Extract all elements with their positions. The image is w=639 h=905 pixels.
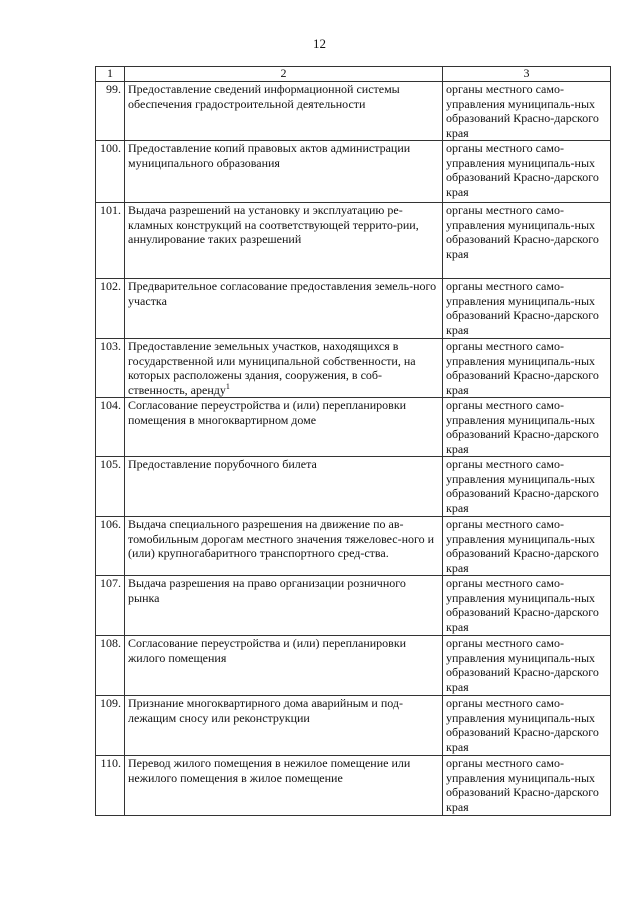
row-number: 103. [96,339,125,398]
header-row [96,67,611,82]
table-row [96,696,611,756]
service-name: Выдача разрешения на право организации розничного рынка [125,576,443,636]
responsible-body: органы местного само-управления муниципаль-ных образований Красно-дарского края [443,279,611,339]
service-name: Признание многоквартирного дома аварийным и под-лежащим сносу или реконструкции [125,696,443,756]
table-row [96,756,611,816]
row-number: 105. [96,457,125,517]
table-row [96,339,611,398]
table-row [96,636,611,696]
column-header-2: 2 [125,67,443,82]
responsible-body: органы местного само-управления муниципаль-ных образований Красно-дарского края [443,636,611,696]
responsible-body: органы местного само-управления муниципаль-ных образований Красно-дарского края [443,339,611,398]
service-name [125,339,443,398]
responsible-body: органы местного само-управления муниципаль-ных образований Красно-дарского края [443,141,611,203]
row-number: 104. [96,398,125,457]
services-table [95,66,611,816]
row-number: 110. [96,756,125,816]
service-name: Предварительное согласование предоставления земель-ного участка [125,279,443,339]
responsible-body: органы местного само-управления муниципаль-ных образований Красно-дарского края [443,457,611,517]
responsible-body: органы местного само-управления муниципаль-ных образований Красно-дарского края [443,696,611,756]
table-row [96,398,611,457]
service-name: Выдача специального разрешения на движение по ав-томобильным дорогам местного значения тяжеловес-ного и (или) крупногабаритного транспортного сред-ства. [125,517,443,576]
responsible-body: органы местного само-управления муниципаль-ных образований Красно-дарского края [443,398,611,457]
responsible-body: органы местного само-управления муниципаль-ных образований Красно-дарского края [443,576,611,636]
service-name-text: Предоставление земельных участков, находящихся в государственной или муниципальной собственности, на которых расположены здания, сооружения, в соб-ственность, аренду [128,339,416,397]
service-name: Согласование переустройства и (или) перепланировки помещения в многоквартирном доме [125,398,443,457]
table-row [96,576,611,636]
row-number: 99. [96,82,125,141]
table-row [96,203,611,279]
service-name: Согласование переустройства и (или) перепланировки жилого помещения [125,636,443,696]
responsible-body: органы местного само-управления муниципаль-ных образований Красно-дарского края [443,203,611,279]
service-name: Предоставление сведений информационной системы обеспечения градостроительной деятельности [125,82,443,141]
row-number: 102. [96,279,125,339]
service-name: Выдача разрешений на установку и эксплуатацию ре-кламных конструкций на соответствующей террито-рии, аннулирование таких разрешений [125,203,443,279]
responsible-body: органы местного само-управления муниципаль-ных образований Красно-дарского края [443,82,611,141]
row-number: 109. [96,696,125,756]
table-row [96,82,611,141]
service-name: Предоставление копий правовых актов администрации муниципального образования [125,141,443,203]
row-number: 108. [96,636,125,696]
table-row [96,457,611,517]
row-number: 100. [96,141,125,203]
page-number: 12 [313,36,326,51]
column-header-1: 1 [96,67,125,82]
table-row [96,517,611,576]
footnote-marker: 1 [225,381,230,391]
service-name: Перевод жилого помещения в нежилое помещение или нежилого помещения в жилое помещение [125,756,443,816]
responsible-body: органы местного само-управления муниципаль-ных образований Красно-дарского края [443,517,611,576]
table-row [96,141,611,203]
responsible-body: органы местного само-управления муниципаль-ных образований Красно-дарского края [443,756,611,816]
service-name: Предоставление порубочного билета [125,457,443,517]
row-number: 101. [96,203,125,279]
row-number: 107. [96,576,125,636]
table-row [96,279,611,339]
row-number: 106. [96,517,125,576]
column-header-3: 3 [443,67,611,82]
